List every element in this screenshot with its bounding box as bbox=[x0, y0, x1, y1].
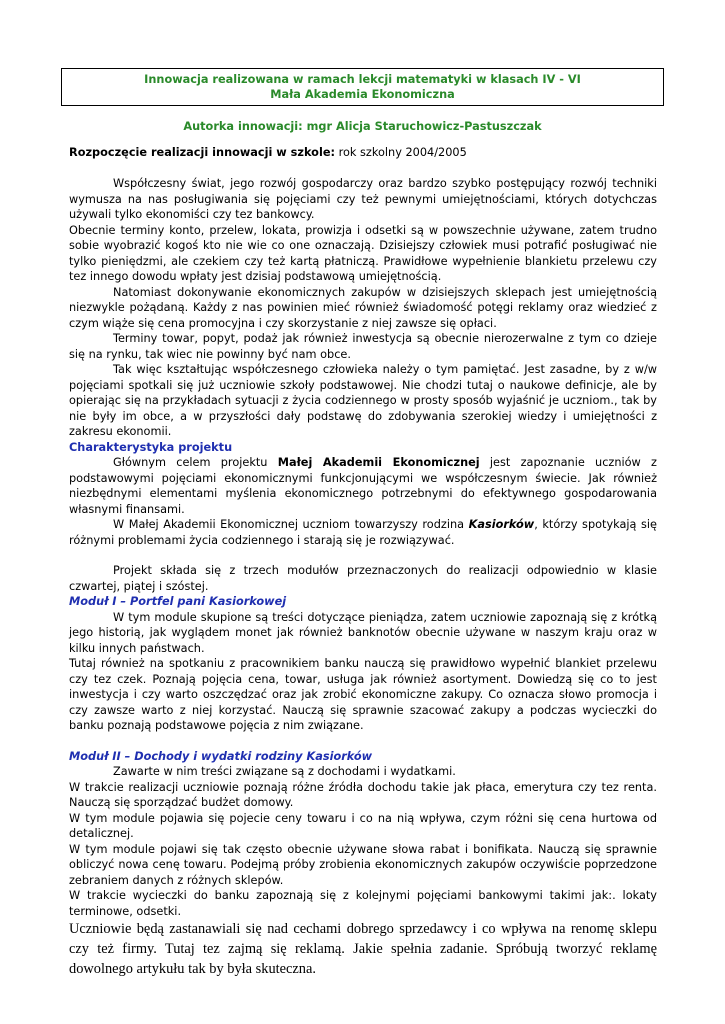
start-date-line bbox=[69, 146, 467, 159]
text-run: Głównym celem projektu bbox=[113, 456, 278, 469]
modul2-paragraph-5: W trakcie wycieczki do banku zapoznają się z kolejnymi pojęciami bankowymi takimi jak:. lokaty terminowe, odsetki. bbox=[69, 889, 657, 918]
intro-paragraph-3: Natomiast dokonywanie ekonomicznych zakupów w dzisiejszych sklepach jest umiejętnością niezwykle pożądaną. Każdy z nas powinien mieć również świadomość potęgi reklamy oraz wiedzieć z czym wiąże się cena promocyjna i czy skorzystanie z niej zawsze się opłaci. bbox=[69, 285, 657, 330]
modul2-paragraph-6: Uczniowie będą zastanawiali się nad cechami dobrego sprzedawcy i co wpływa na renomę sklepu czy też firmy. Tutaj tez zajmą się reklamą. Jakie spełnia zadanie. Spróbują tworzyć reklamę dowolnego artykułu tak by była skuteczna. bbox=[69, 921, 657, 977]
section-heading-modul-2: Moduł II – Dochody i wydatki rodziny Kasiorków bbox=[69, 749, 373, 763]
modul2-paragraph-3: W tym module pojawia się pojecie ceny towaru i co na nią wpływa, czym różni się cena hurtowa od detalicznej. bbox=[69, 811, 657, 840]
spacer bbox=[69, 548, 657, 563]
charakterystyka-paragraph-2 bbox=[69, 517, 657, 548]
start-value: rok szkolny 2004/2005 bbox=[335, 146, 467, 159]
modul1-paragraph-2: Tutaj również na spotkaniu z pracownikiem banku nauczą się prawidłowo wypełnić blankiet przelewu czy tez czek. Poznają pojęcia cena, towar, usługa jak również asortyment. Dowiedzą się co to jest inwestycja i czy warto oszczędzać oraz jak zrobić ekonomiczne zakupy. Co oznacza słowo promocja i czy zawsze warto z niej korzystać. Nauczą się sprawnie szacować zakupy a podczas wycieczki do banku poznają podstawowe pojęcia z nim związane. bbox=[69, 657, 657, 732]
intro-paragraph-4: Terminy towar, popyt, podaż jak również inwestycja są obecnie nierozerwalne z tym co dzieje się na rynku, tak wiec nie powinny być nam obce. bbox=[69, 332, 657, 361]
text-run: , którzy spotykają się różnymi problemami życia codziennego i starają się je rozwiązywać. bbox=[69, 518, 657, 547]
section-heading-modul-1: Moduł I – Portfel pani Kasiorkowej bbox=[69, 595, 287, 608]
bold-run: Małej Akademii Ekonomicznej bbox=[277, 456, 480, 469]
title-line-1: Innowacja realizowana w ramach lekcji matematyki w klasach IV - VI bbox=[144, 73, 581, 86]
section-heading-charakterystyka: Charakterystyka projektu bbox=[69, 440, 233, 454]
modul2-paragraph-2: W trakcie realizacji uczniowie poznają różne źródła dochodu takie jak płaca, emerytura czy tez renta. Nauczą się sporządzać budżet domowy. bbox=[69, 780, 657, 809]
bold-italic-run: Kasiorków bbox=[468, 518, 535, 531]
text-run: W Małej Akademii Ekonomicznej uczniom towarzyszy rodzina bbox=[113, 518, 469, 531]
start-label: Rozpoczęcie realizacji innowacji w szkole: bbox=[69, 146, 335, 159]
document-body bbox=[69, 176, 657, 979]
spacer bbox=[69, 734, 657, 749]
intro-paragraph-2: Obecnie terminy konto, przelew, lokata, prowizja i odsetki są w powszechnie używane, zatem trudno sobie wyobrazić kogoś kto nie wie co one oznaczają. Dzisiejszy człowiek musi potrafić posługiwać nie tylko pieniędzmi, ale czekiem czy też kartą płatniczą. Prawidłowe wypełnienie blankietu przelewu czy tez innego dowodu wpłaty jest dzisiaj podstawową umiejętnością. bbox=[69, 223, 657, 283]
intro-paragraph-1: Współczesny świat, jego rozwój gospodarczy oraz bardzo szybko postępujący rozwój techniki wymusza na nas posługiwania się pojęciami czy też pewnymi umiejętnościami, których dotychczas używali tylko ekonomiści czy tez bankowcy. bbox=[69, 177, 657, 221]
text-run: jest zapoznanie uczniów z podstawowymi pojęciami ekonomicznymi funkcjonującymi we współczesnym świecie. Jak również niezbędnymi elementami myślenia ekonomicznego potrzebnymi do efektywnego gospodarowania własnymi finansami. bbox=[69, 456, 657, 516]
modul2-paragraph-1: Zawarte w nim treści związane są z dochodami i wydatkami. bbox=[113, 765, 456, 778]
intro-paragraph-5: Tak więc kształtując współczesnego człowieka należy o tym pamiętać. Jest zasadne, by z w/w pojęciami spotkali się już uczniowie szkoły podstawowej. Nie chodzi tutaj o naukowe definicje, ale by opierając się na przykładach sytuacji z życia codziennego w prosty sposób wyjaśnić je uczniom., tak by nie były im obce, a w przyszłości dały podstawę do zdobywania szerokiej wiedzy i umiejętności z zakresu ekonomii. bbox=[69, 363, 657, 438]
charakterystyka-paragraph-1 bbox=[69, 455, 657, 517]
author-line: Autorka innowacji: mgr Alicja Staruchowicz-Pastuszczak bbox=[183, 120, 542, 133]
charakterystyka-paragraph-3: Projekt składa się z trzech modułów przeznaczonych do realizacji odpowiednio w klasie czwartej, piątej i szóstej. bbox=[69, 564, 657, 593]
modul2-paragraph-4: W tym module pojawi się tak często obecnie używane słowa rabat i bonifikata. Nauczą się sprawnie obliczyć nowa cenę towaru. Podejmą próby zrobienia ekonomicznych zakupów oczywiście poprzedzone zebraniem danych z różnych sklepów. bbox=[69, 842, 657, 887]
modul1-paragraph-1: W tym module skupione są treści dotyczące pieniądza, zatem uczniowie zapoznają się z krótką jego historią, jak wyglądem monet jak również banknotów obecnie używane w naszym kraju oraz w kilku innych państwach. bbox=[69, 610, 657, 655]
title-line-2: Mała Akademia Ekonomiczna bbox=[270, 88, 455, 101]
